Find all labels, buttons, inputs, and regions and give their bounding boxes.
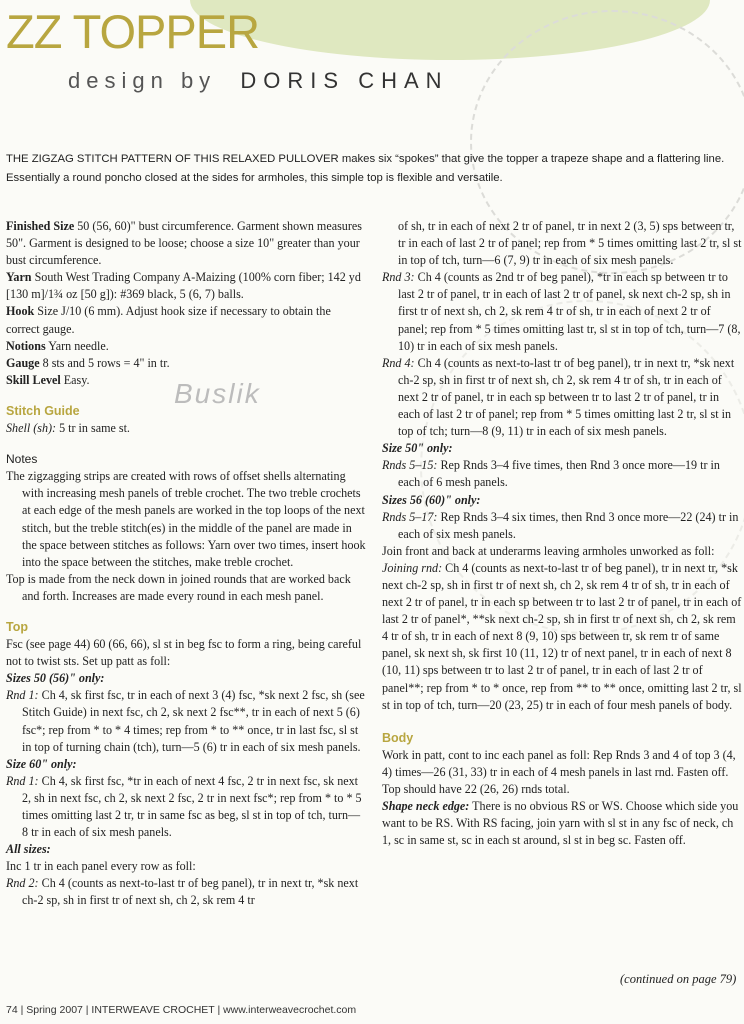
rnd-2-continued: of sh, tr in each of next 2 tr of panel, tr in next 2 (3, 5) sps between tr, tr in each of last 2 tr of panel; rep from * 5 times omitting last 2 tr, sl st in top of tch, turn—6 (7, 9) tr in each of six mesh panels. (398, 219, 742, 268)
all-sizes-heading: All sizes: (6, 842, 51, 857)
spec-notions: Notions Yarn needle. (6, 338, 109, 353)
designer-name: DORIS CHAN (240, 68, 449, 93)
top-heading: Top (6, 619, 28, 634)
spec-hook: Hook Size J/10 (6 mm). Adjust hook size if necessary to obtain the correct gauge. (6, 304, 331, 336)
sizes-56-60-heading: Sizes 56 (60)" only: (382, 492, 481, 507)
spec-yarn: Yarn South West Trading Company A-Maizing (100% corn fiber; 142 yd [130 m]/1¾ oz [50 g]): #369 black, 5 (6, 7) balls. (6, 270, 361, 302)
notes-heading: Notes (6, 452, 38, 467)
spec-finished-size: Finished Size 50 (56, 60)" bust circumference. Garment shown measures 50". Garment is designed to be loose; choose a size 10" greater than your bust circumference. (6, 219, 362, 268)
size-50-heading: Size 50" only: (382, 441, 453, 456)
watermark-text: Buslik (174, 378, 261, 409)
rnd-1-instruction: Rnd 1: Ch 4, sk first fsc, tr in each of next 3 (4) fsc, *sk next 2 fsc, sh (see Stitch Guide) in next fsc, ch 2, sk next 2 fsc**, tr in each of next 5 (6) fsc*; rep from * to * 4 times; rep from * to ** once, tr in last fsc, sl st in top of turning chain (tch), turn—5 (6) tr in each of six mesh panels. (6, 688, 365, 754)
note-item: Top is made from the neck down in joined rounds that are worked back and forth. Increases are made every round in each mesh panel. (6, 571, 351, 603)
rnd-1-instruction-size-60: Rnd 1: Ch 4, sk first fsc, *tr in each of next 4 fsc, 2 tr in next fsc, sk next 2, sh in next fsc, ch 2, sk next 2 fsc, 2 tr in next fsc*; rep from * to * 5 times omitting last 2 tr, tr in same fsc as beg, sl st in top of tch, turn—8 tr in each of six mesh panels. (6, 773, 362, 840)
rnd-2-instruction: Rnd 2: Ch 4 (counts as next-to-last tr of beg panel), tr in next tr, *sk next ch-2 sp, sh in first tr of next sh, ch 2, sk rem 4 tr (6, 876, 359, 908)
rnd-4-instruction: Rnd 4: Ch 4 (counts as next-to-last tr of beg panel), tr in next tr, *sk next ch-2 sp, sh in first tr of next sh, ch 2, sk rem 4 tr of sh, tr in each of next 2 tr of panel, tr in each sp between tr to last 2 tr of panel, tr in each of last 2 tr of panel; rep from * 5 times omitting last 2 tr, sl st in top of tch; turn—8 (9, 11) tr in each of six mesh panels. (382, 355, 735, 439)
increase-note: Inc 1 tr in each panel every row as foll: (6, 859, 196, 874)
continued-note: (continued on page 79) (620, 972, 737, 986)
pattern-title: ZZ TOPPER (6, 5, 260, 58)
spec-skill-level: Skill Level Easy. (6, 372, 90, 387)
body-instruction: Work in patt, cont to inc each panel as foll: Rep Rnds 3 and 4 of top 3 (4, 4) times—26 (31, 33) tr in each of 4 mesh panels in last rnd. Fasten off. Top should have 22 (26, 26) rnds total. (382, 747, 736, 796)
stitch-guide-heading: Stitch Guide (6, 403, 80, 418)
body-heading: Body (382, 730, 414, 745)
designer-byline (68, 68, 449, 94)
byline-prefix: design by (68, 68, 217, 93)
rnds-5-17-instruction: Rnds 5–17: Rep Rnds 3–4 six times, then Rnd 3 once more—22 (24) tr in each of six mesh panels. (382, 509, 739, 541)
rnds-5-15-instruction: Rnds 5–15: Rep Rnds 3–4 five times, then Rnd 3 once more—19 tr in each of 6 mesh panels. (382, 458, 720, 490)
right-column (382, 218, 742, 849)
shape-neck-edge: Shape neck edge: There is no obvious RS or WS. Choose which side you want to be RS. With RS facing, join yarn with sl st in any fsc of neck, ch 1, sc in same st, sc in each st around, sl st in beg sc. Fasten off. (382, 799, 739, 848)
page-footer: 74 | Spring 2007 | INTERWEAVE CROCHET | www.interweavecrochet.com (6, 1004, 357, 1016)
top-intro: Fsc (see page 44) 60 (66, 66), sl st in beg fsc to form a ring, being careful not to twist sts. Set up patt as foll: (6, 637, 362, 669)
sizes-50-56-heading: Sizes 50 (56)" only: (6, 671, 105, 686)
stitch-guide-shell: Shell (sh): 5 tr in same st. (6, 421, 130, 436)
left-column (6, 218, 366, 910)
joining-instruction: Join front and back at underarms leaving armholes unworked as foll: Joining rnd: Ch 4 (counts as next-to-last tr of beg panel), tr in next tr, *sk next ch-2 sp, sh in first tr of next sh, ch 2, sk rem 4 tr of sh, tr in each of next 2 tr of panel, tr in each sp between tr to last 2 tr of panel, tr in each of last 2 tr of panel*, **sk next ch-2 sp, sh in first tr of next sh, ch 2, sk rem 4 tr of sh, tr in each of next 8 (9, 10) sps between tr, sk rem tr of same panel, sk next sh, sk first 10 (11, 12) tr of next panel, tr in each of next 8 (10, 11) sps between tr to last 2 tr of panel, tr in each of last 2 tr of panel**; rep from * to * once, rep from ** to ** once, omitting last 2 tr, sl st in top of tch, turn—20 (23, 25) tr in each of four mesh panels of body. (382, 543, 742, 712)
rnd-3-instruction: Rnd 3: Ch 4 (counts as 2nd tr of beg panel), *tr in each sp between tr to last 2 tr of panel, tr in each of last 2 tr of panel, sk next ch-2 sp, sh in first tr of next sh, ch 2, sk rem 4 tr of sh, tr in each of next 2 tr of panel; rep from * 5 times omitting last tr, sl st in top of tch, turn—7 (8, 10) tr in each of six mesh panels. (382, 270, 741, 353)
intro-paragraph: THE ZIGZAG STITCH PATTERN OF THIS RELAXED PULLOVER makes six “spokes” that give the topper a trapeze shape and a flattering line. Essentially a round poncho closed at the sides for armholes, this simple top is flexible and versatile. (6, 153, 725, 184)
size-60-heading: Size 60" only: (6, 756, 77, 771)
note-item: The zigzagging strips are created with rows of offset shells alternating with increasing mesh panels of treble crochet. The two treble crochets at each edge of the mesh panels are worked in the top loops of the next stitch, but the treble stitch(es) in the middle of the panel are made in the space between stitches as follows: Yarn over two times, insert hook into the space between the stitches, make treble crochet. (6, 469, 366, 569)
spec-gauge: Gauge 8 sts and 5 rows = 4" in tr. (6, 355, 170, 370)
